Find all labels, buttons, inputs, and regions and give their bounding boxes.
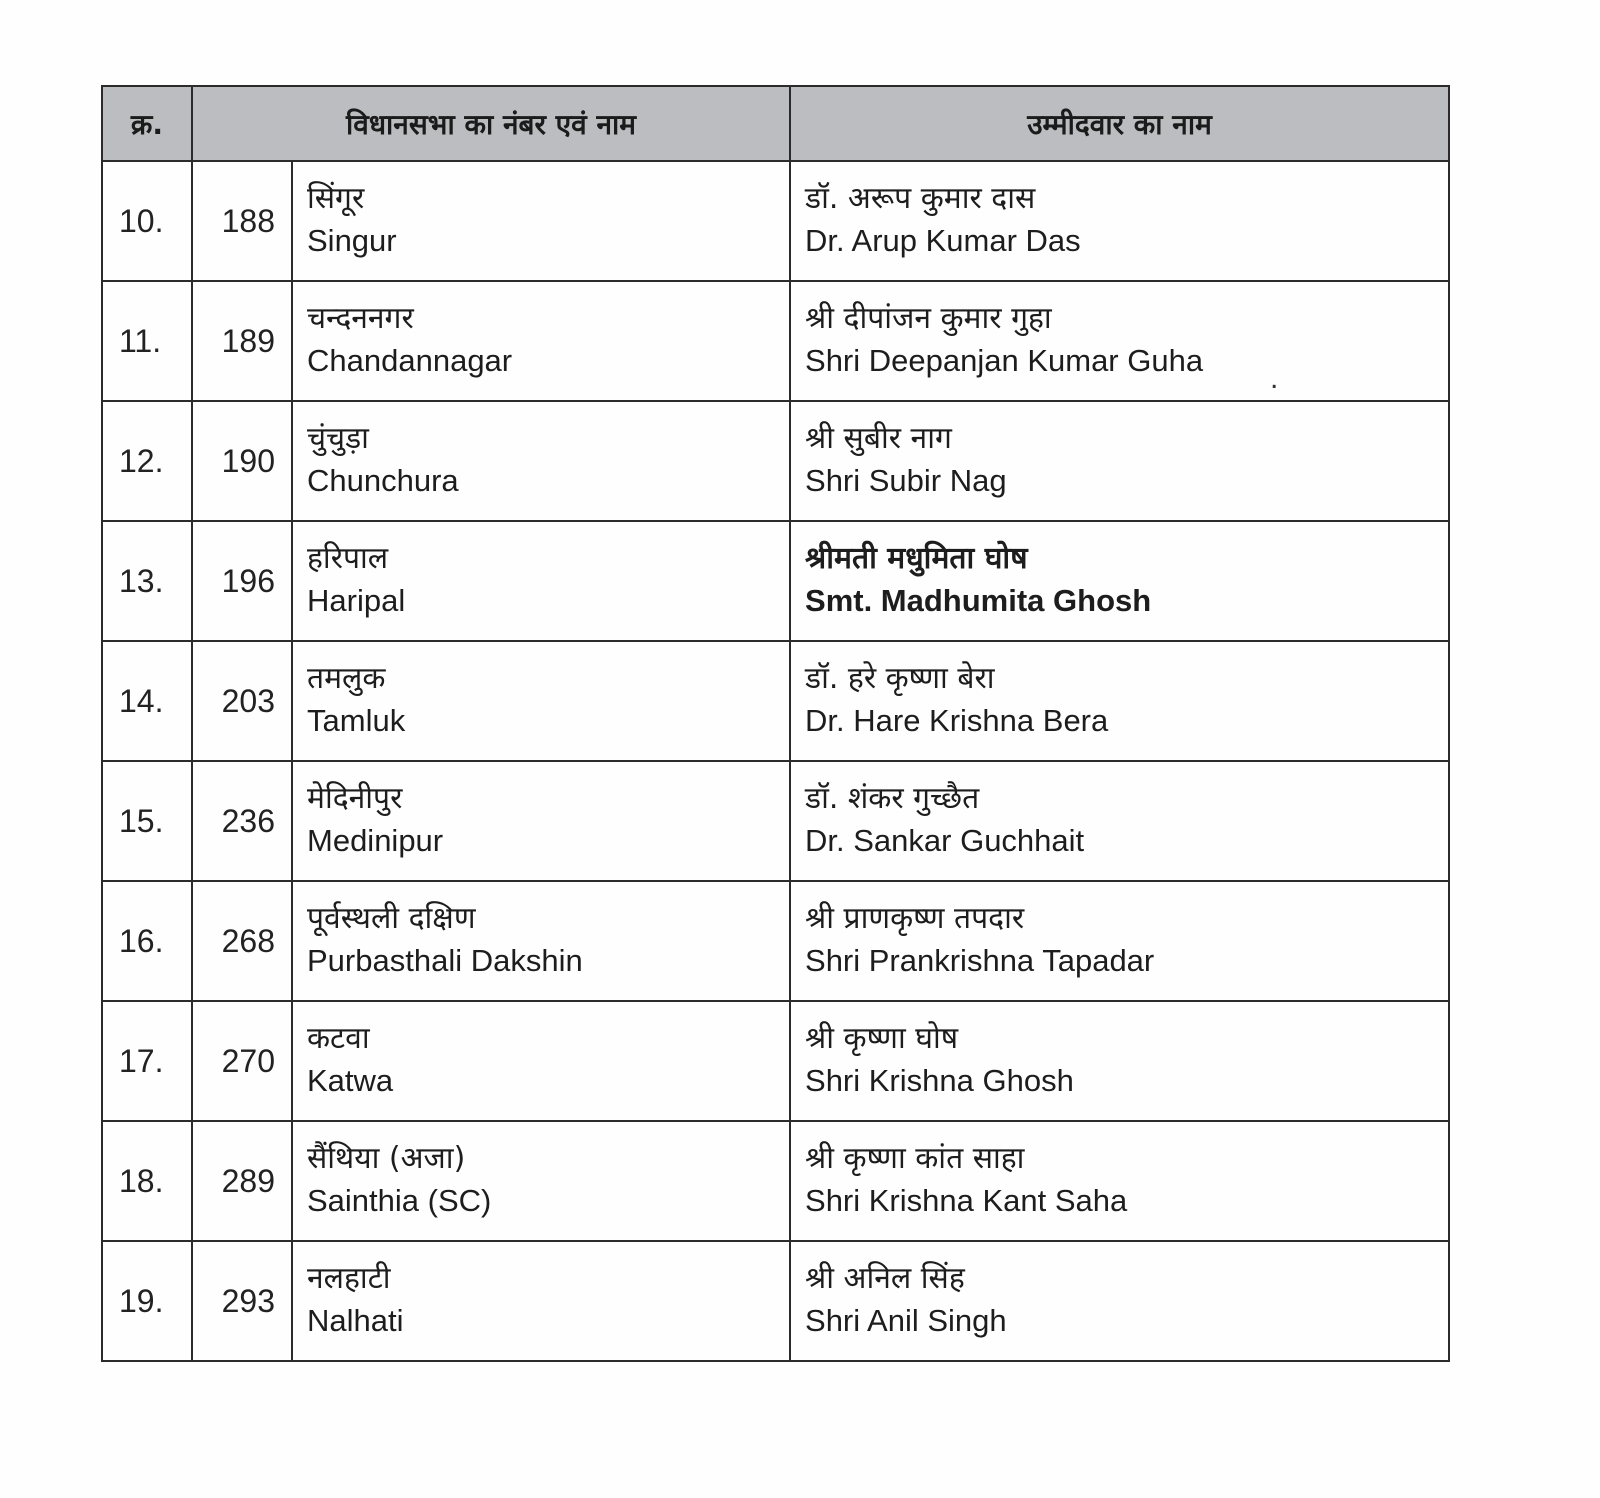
constituency-name-english: Haripal — [307, 583, 406, 618]
candidate-name-cell — [790, 521, 1449, 641]
constituency-number-cell — [192, 401, 292, 521]
candidate-name-cell — [790, 161, 1449, 281]
constituency-name-cell — [292, 761, 790, 881]
constituency-number-cell — [192, 1241, 292, 1361]
candidate-name-hindi: श्री कृष्णा कांत साहा — [805, 1141, 1025, 1176]
constituency-name-hindi: कटवा — [307, 1021, 370, 1056]
table-row — [102, 161, 1449, 281]
candidate-name-english: Shri Krishna Ghosh — [805, 1063, 1074, 1098]
constituency-number: 203 — [221, 682, 275, 719]
candidate-name-hindi: श्रीमती मधुमिता घोष — [805, 541, 1028, 576]
table-row — [102, 761, 1449, 881]
candidate-name-english: Shri Krishna Kant Saha — [805, 1183, 1128, 1218]
table-row — [102, 1241, 1449, 1361]
constituency-number: 236 — [221, 802, 275, 839]
constituency-number: 190 — [221, 442, 275, 479]
serial-cell — [102, 521, 192, 641]
constituency-name-english: Purbasthali Dakshin — [307, 943, 583, 978]
stray-mark: . — [1270, 362, 1279, 395]
constituency-name-english: Medinipur — [307, 823, 444, 858]
candidate-name-cell — [790, 401, 1449, 521]
constituency-name-cell — [292, 881, 790, 1001]
table-row — [102, 641, 1449, 761]
serial-number: 10. — [119, 202, 164, 239]
candidate-name-hindi: डॉ. अरूप कुमार दास — [805, 181, 1036, 216]
candidate-name-english: Dr. Sankar Guchhait — [805, 823, 1085, 858]
constituency-name-cell — [292, 1001, 790, 1121]
serial-number: 13. — [119, 562, 164, 599]
constituency-name-cell — [292, 281, 790, 401]
serial-cell — [102, 881, 192, 1001]
constituency-name-hindi: नलहाटी — [307, 1261, 391, 1296]
constituency-name-hindi: मेदिनीपुर — [307, 781, 403, 816]
table-body — [102, 161, 1449, 1361]
serial-number: 15. — [119, 802, 164, 839]
constituency-name-cell — [292, 401, 790, 521]
constituency-number-cell — [192, 1001, 292, 1121]
candidate-name-cell — [790, 881, 1449, 1001]
candidate-name-english: Shri Deepanjan Kumar Guha — [805, 343, 1204, 378]
constituency-number-cell — [192, 641, 292, 761]
candidate-name-hindi: श्री प्राणकृष्ण तपदार — [805, 901, 1025, 936]
header-serial: क्र. — [102, 86, 192, 161]
constituency-name-cell — [292, 521, 790, 641]
constituency-name-hindi: सिंगूर — [307, 181, 365, 216]
table-header — [102, 86, 1449, 161]
candidate-name-english: Shri Prankrishna Tapadar — [805, 943, 1155, 978]
table-row — [102, 401, 1449, 521]
candidate-name-english: Dr. Hare Krishna Bera — [805, 703, 1109, 738]
constituency-number-cell — [192, 521, 292, 641]
constituency-name-english: Chandannagar — [307, 343, 513, 378]
candidate-name-hindi: श्री सुबीर नाग — [805, 421, 952, 456]
serial-number: 14. — [119, 682, 164, 719]
header-row — [102, 86, 1449, 161]
constituency-number-cell — [192, 761, 292, 881]
candidate-name-english: Shri Subir Nag — [805, 463, 1007, 498]
table-row — [102, 881, 1449, 1001]
constituency-name-hindi: चन्दननगर — [307, 301, 414, 336]
header-candidate: उम्मीदवार का नाम — [790, 86, 1449, 161]
serial-cell — [102, 1241, 192, 1361]
constituency-number: 270 — [221, 1042, 275, 1079]
constituency-number: 289 — [221, 1162, 275, 1199]
serial-cell — [102, 281, 192, 401]
constituency-name-hindi: सैंथिया (अजा) — [307, 1141, 466, 1176]
serial-cell — [102, 1001, 192, 1121]
header-constituency: विधानसभा का नंबर एवं नाम — [192, 86, 790, 161]
constituency-number: 196 — [221, 562, 275, 599]
constituency-name-english: Nalhati — [307, 1303, 404, 1338]
constituency-number-cell — [192, 881, 292, 1001]
candidate-name-cell — [790, 1121, 1449, 1241]
serial-number: 11. — [119, 322, 162, 359]
constituency-number-cell — [192, 1121, 292, 1241]
table-row — [102, 1121, 1449, 1241]
constituency-number: 293 — [221, 1282, 275, 1319]
candidate-name-cell — [790, 1001, 1449, 1121]
serial-cell — [102, 641, 192, 761]
serial-cell — [102, 161, 192, 281]
constituency-number-cell — [192, 161, 292, 281]
constituency-name-cell — [292, 641, 790, 761]
serial-cell — [102, 1121, 192, 1241]
candidate-list-table — [101, 85, 1450, 1362]
candidate-name-english: Smt. Madhumita Ghosh — [805, 583, 1152, 618]
candidate-name-hindi: श्री दीपांजन कुमार गुहा — [805, 301, 1052, 336]
candidate-name-english: Shri Anil Singh — [805, 1303, 1007, 1338]
constituency-name-hindi: चुंचुड़ा — [307, 421, 369, 456]
constituency-name-hindi: हरिपाल — [307, 541, 389, 576]
candidate-name-cell — [790, 1241, 1449, 1361]
constituency-name-hindi: पूर्वस्थली दक्षिण — [307, 901, 476, 936]
constituency-name-cell — [292, 1241, 790, 1361]
serial-number: 19. — [119, 1282, 164, 1319]
serial-cell — [102, 401, 192, 521]
table-row — [102, 521, 1449, 641]
constituency-name-cell — [292, 161, 790, 281]
constituency-name-english: Katwa — [307, 1063, 394, 1098]
constituency-name-english: Sainthia (SC) — [307, 1183, 492, 1218]
candidate-name-cell — [790, 641, 1449, 761]
candidate-name-hindi: श्री कृष्णा घोष — [805, 1021, 959, 1056]
constituency-name-english: Singur — [307, 223, 397, 258]
candidate-name-hindi: डॉ. शंकर गुच्छैत — [805, 781, 980, 816]
serial-cell — [102, 761, 192, 881]
table-row — [102, 281, 1449, 401]
candidate-name-hindi: डॉ. हरे कृष्णा बेरा — [805, 661, 995, 696]
table-row — [102, 1001, 1449, 1121]
constituency-number: 268 — [221, 922, 275, 959]
constituency-name-english: Tamluk — [307, 703, 406, 738]
candidate-name-hindi: श्री अनिल सिंह — [805, 1261, 965, 1296]
constituency-number-cell — [192, 281, 292, 401]
constituency-number: 189 — [221, 322, 275, 359]
constituency-name-cell — [292, 1121, 790, 1241]
serial-number: 16. — [119, 922, 164, 959]
constituency-name-hindi: तमलुक — [307, 661, 386, 696]
serial-number: 17. — [119, 1042, 164, 1079]
serial-number: 18. — [119, 1162, 164, 1199]
candidate-name-cell — [790, 281, 1449, 401]
constituency-number: 188 — [221, 202, 275, 239]
candidate-name-english: Dr. Arup Kumar Das — [805, 223, 1081, 258]
constituency-name-english: Chunchura — [307, 463, 459, 498]
candidate-name-cell — [790, 761, 1449, 881]
serial-number: 12. — [119, 442, 164, 479]
